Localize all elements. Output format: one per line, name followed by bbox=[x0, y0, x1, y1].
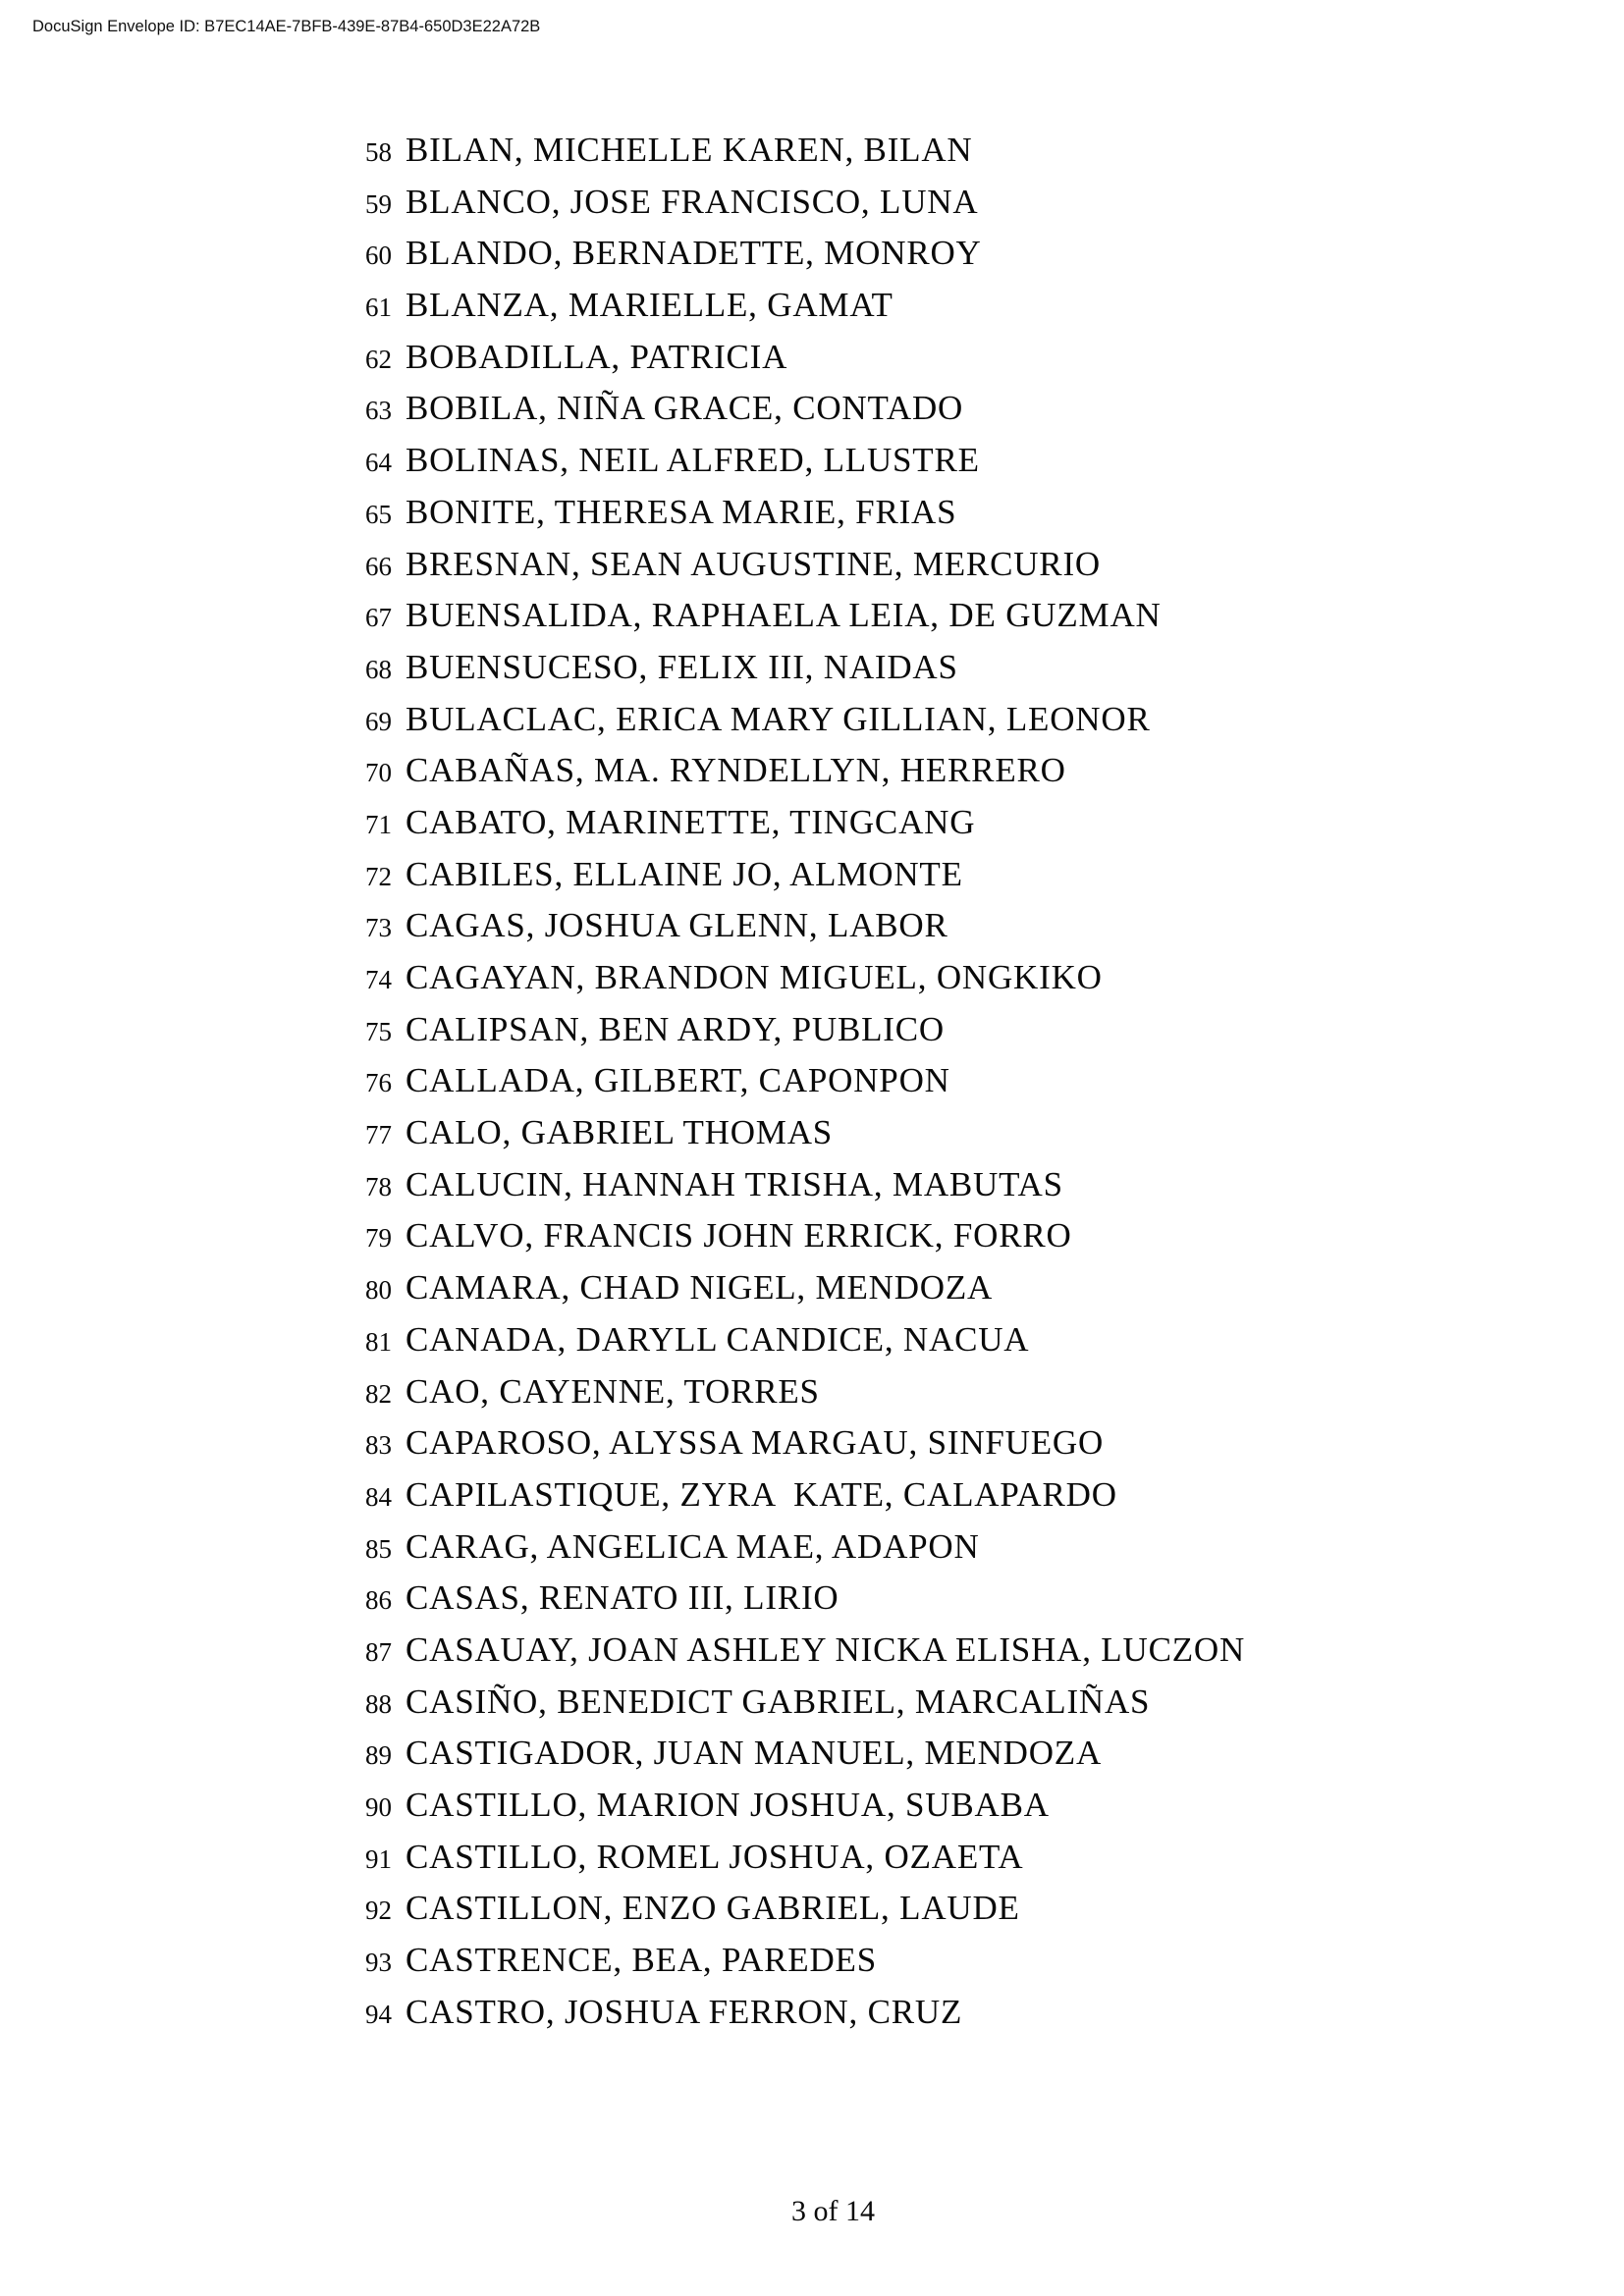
list-entry bbox=[365, 1935, 1245, 1987]
list-entry bbox=[365, 952, 1245, 1004]
list-entry bbox=[365, 1780, 1245, 1832]
list-entry bbox=[365, 1883, 1245, 1935]
entry-number: 73 bbox=[365, 913, 392, 943]
entry-name: BILAN, MICHELLE KAREN, BILAN bbox=[406, 131, 973, 169]
list-entry bbox=[365, 1677, 1245, 1729]
entry-number: 59 bbox=[365, 188, 392, 219]
list-entry bbox=[365, 1573, 1245, 1625]
entry-name: CAGAYAN, BRANDON MIGUEL, ONGKIKO bbox=[406, 958, 1103, 996]
entry-name: CANADA, DARYLL CANDICE, NACUA bbox=[406, 1319, 1030, 1359]
entry-name: CALIPSAN, BEN ARDY, PUBLICO bbox=[406, 1009, 945, 1048]
entry-name: CASAS, RENATO III, LIRIO bbox=[406, 1578, 839, 1618]
entry-name: CALO, GABRIEL THOMAS bbox=[406, 1113, 834, 1152]
entry-number: 86 bbox=[365, 1585, 392, 1616]
entry-name: BLANDO, BERNADETTE, MONROY bbox=[406, 234, 982, 273]
list-entry bbox=[365, 694, 1245, 746]
entry-number: 77 bbox=[365, 1120, 392, 1150]
list-entry bbox=[365, 1055, 1245, 1107]
entry-number: 60 bbox=[365, 240, 392, 271]
entry-name: CAPILASTIQUE, ZYRA KATE, CALAPARDO bbox=[406, 1474, 1117, 1514]
entry-name: BRESNAN, SEAN AUGUSTINE, MERCURIO bbox=[406, 544, 1101, 583]
entry-name: CAPAROSO, ALYSSA MARGAU, SINFUEGO bbox=[406, 1423, 1105, 1463]
list-entry bbox=[365, 1469, 1245, 1522]
entry-name: BOLINAS, NEIL ALFRED, LLUSTRE bbox=[406, 441, 980, 480]
entry-number: 75 bbox=[365, 1016, 392, 1046]
entry-name: CABATO, MARINETTE, TINGCANG bbox=[406, 802, 976, 841]
list-entry bbox=[365, 1625, 1245, 1677]
entry-number: 71 bbox=[365, 809, 392, 839]
entry-number: 82 bbox=[365, 1378, 392, 1409]
page-number-indicator: 3 of 14 bbox=[791, 2195, 875, 2227]
entry-number: 87 bbox=[365, 1636, 392, 1667]
entry-number: 80 bbox=[365, 1275, 392, 1306]
entry-number: 88 bbox=[365, 1688, 392, 1719]
entry-number: 74 bbox=[365, 965, 392, 994]
entry-number: 78 bbox=[365, 1171, 392, 1201]
entry-number: 66 bbox=[365, 551, 392, 581]
entry-number: 65 bbox=[365, 499, 392, 529]
list-entry bbox=[365, 228, 1245, 280]
entry-number: 63 bbox=[365, 396, 392, 426]
entry-number: 84 bbox=[365, 1481, 392, 1512]
entry-number: 76 bbox=[365, 1068, 392, 1098]
list-entry bbox=[365, 1210, 1245, 1262]
list-entry bbox=[365, 849, 1245, 901]
entry-name: CASTILLO, ROMEL JOSHUA, OZAETA bbox=[406, 1837, 1024, 1876]
entry-number: 93 bbox=[365, 1948, 392, 1978]
entry-name: BLANZA, MARIELLE, GAMAT bbox=[406, 286, 893, 325]
entry-name: CABILES, ELLAINE JO, ALMONTE bbox=[406, 854, 963, 893]
entry-number: 94 bbox=[365, 1999, 392, 2029]
entry-name: BOBILA, NIÑA GRACE, CONTADO bbox=[406, 389, 964, 428]
list-entry bbox=[365, 745, 1245, 797]
list-entry bbox=[365, 1987, 1245, 2039]
list-entry bbox=[365, 1159, 1245, 1211]
entry-number: 61 bbox=[365, 293, 392, 323]
entry-name: CASTRO, JOSHUA FERRON, CRUZ bbox=[406, 1992, 963, 2031]
entry-number: 62 bbox=[365, 344, 392, 374]
entry-name: CABAÑAS, MA. RYNDELLYN, HERRERO bbox=[406, 751, 1066, 790]
entry-name: CALVO, FRANCIS JOHN ERRICK, FORRO bbox=[406, 1216, 1072, 1255]
entry-name: BUENSUCESO, FELIX III, NAIDAS bbox=[406, 647, 958, 686]
entry-number: 89 bbox=[365, 1740, 392, 1771]
entry-name: CALLADA, GILBERT, CAPONPON bbox=[406, 1061, 950, 1100]
entry-number: 92 bbox=[365, 1896, 392, 1926]
entry-name: CASTILLON, ENZO GABRIEL, LAUDE bbox=[406, 1889, 1020, 1928]
entry-number: 58 bbox=[365, 137, 392, 167]
list-entry bbox=[365, 125, 1245, 177]
entry-number: 85 bbox=[365, 1533, 392, 1564]
entry-number: 64 bbox=[365, 448, 392, 478]
list-entry bbox=[365, 1262, 1245, 1314]
list-entry bbox=[365, 1522, 1245, 1574]
list-entry bbox=[365, 590, 1245, 642]
list-entry bbox=[365, 1314, 1245, 1366]
docusign-envelope-id: DocuSign Envelope ID: B7EC14AE-7BFB-439E-87B4-650D3E22A72B bbox=[32, 18, 541, 35]
entry-name: BUENSALIDA, RAPHAELA LEIA, DE GUZMAN bbox=[406, 596, 1162, 635]
entry-number: 81 bbox=[365, 1326, 392, 1357]
entry-name: CASIÑO, BENEDICT GABRIEL, MARCALIÑAS bbox=[406, 1682, 1151, 1721]
entry-name: CAO, CAYENNE, TORRES bbox=[406, 1371, 820, 1411]
entry-name: CASTIGADOR, JUAN MANUEL, MENDOZA bbox=[406, 1734, 1103, 1773]
entry-number: 67 bbox=[365, 603, 392, 633]
entry-name: CARAG, ANGELICA MAE, ADAPON bbox=[406, 1526, 980, 1566]
list-entry bbox=[365, 1366, 1245, 1418]
entry-number: 79 bbox=[365, 1223, 392, 1254]
name-roster-list bbox=[365, 125, 1245, 2038]
list-entry bbox=[365, 1832, 1245, 1884]
entry-name: CASAUAY, JOAN ASHLEY NICKA ELISHA, LUCZON bbox=[406, 1629, 1246, 1669]
list-entry bbox=[365, 332, 1245, 384]
entry-name: CALUCIN, HANNAH TRISHA, MABUTAS bbox=[406, 1164, 1063, 1203]
entry-number: 90 bbox=[365, 1792, 392, 1822]
list-entry bbox=[365, 539, 1245, 591]
list-entry bbox=[365, 177, 1245, 229]
entry-name: CASTRENCE, BEA, PAREDES bbox=[406, 1941, 877, 1980]
list-entry bbox=[365, 797, 1245, 849]
list-entry bbox=[365, 1417, 1245, 1469]
list-entry bbox=[365, 642, 1245, 694]
entry-number: 72 bbox=[365, 861, 392, 891]
list-entry bbox=[365, 900, 1245, 952]
list-entry bbox=[365, 435, 1245, 487]
entry-name: CAGAS, JOSHUA GLENN, LABOR bbox=[406, 906, 948, 945]
list-entry bbox=[365, 383, 1245, 435]
entry-name: CASTILLO, MARION JOSHUA, SUBABA bbox=[406, 1786, 1050, 1824]
entry-name: BLANCO, JOSE FRANCISCO, LUNA bbox=[406, 182, 979, 221]
entry-name: CAMARA, CHAD NIGEL, MENDOZA bbox=[406, 1268, 994, 1308]
entry-number: 68 bbox=[365, 654, 392, 684]
entry-number: 83 bbox=[365, 1430, 392, 1461]
list-entry bbox=[365, 280, 1245, 332]
entry-number: 69 bbox=[365, 706, 392, 736]
entry-number: 70 bbox=[365, 758, 392, 788]
list-entry bbox=[365, 1107, 1245, 1159]
list-entry bbox=[365, 487, 1245, 539]
entry-name: BOBADILLA, PATRICIA bbox=[406, 337, 788, 376]
list-entry bbox=[365, 1004, 1245, 1056]
list-entry bbox=[365, 1728, 1245, 1780]
entry-number: 91 bbox=[365, 1843, 392, 1874]
entry-name: BULACLAC, ERICA MARY GILLIAN, LEONOR bbox=[406, 699, 1151, 738]
entry-name: BONITE, THERESA MARIE, FRIAS bbox=[406, 492, 957, 531]
